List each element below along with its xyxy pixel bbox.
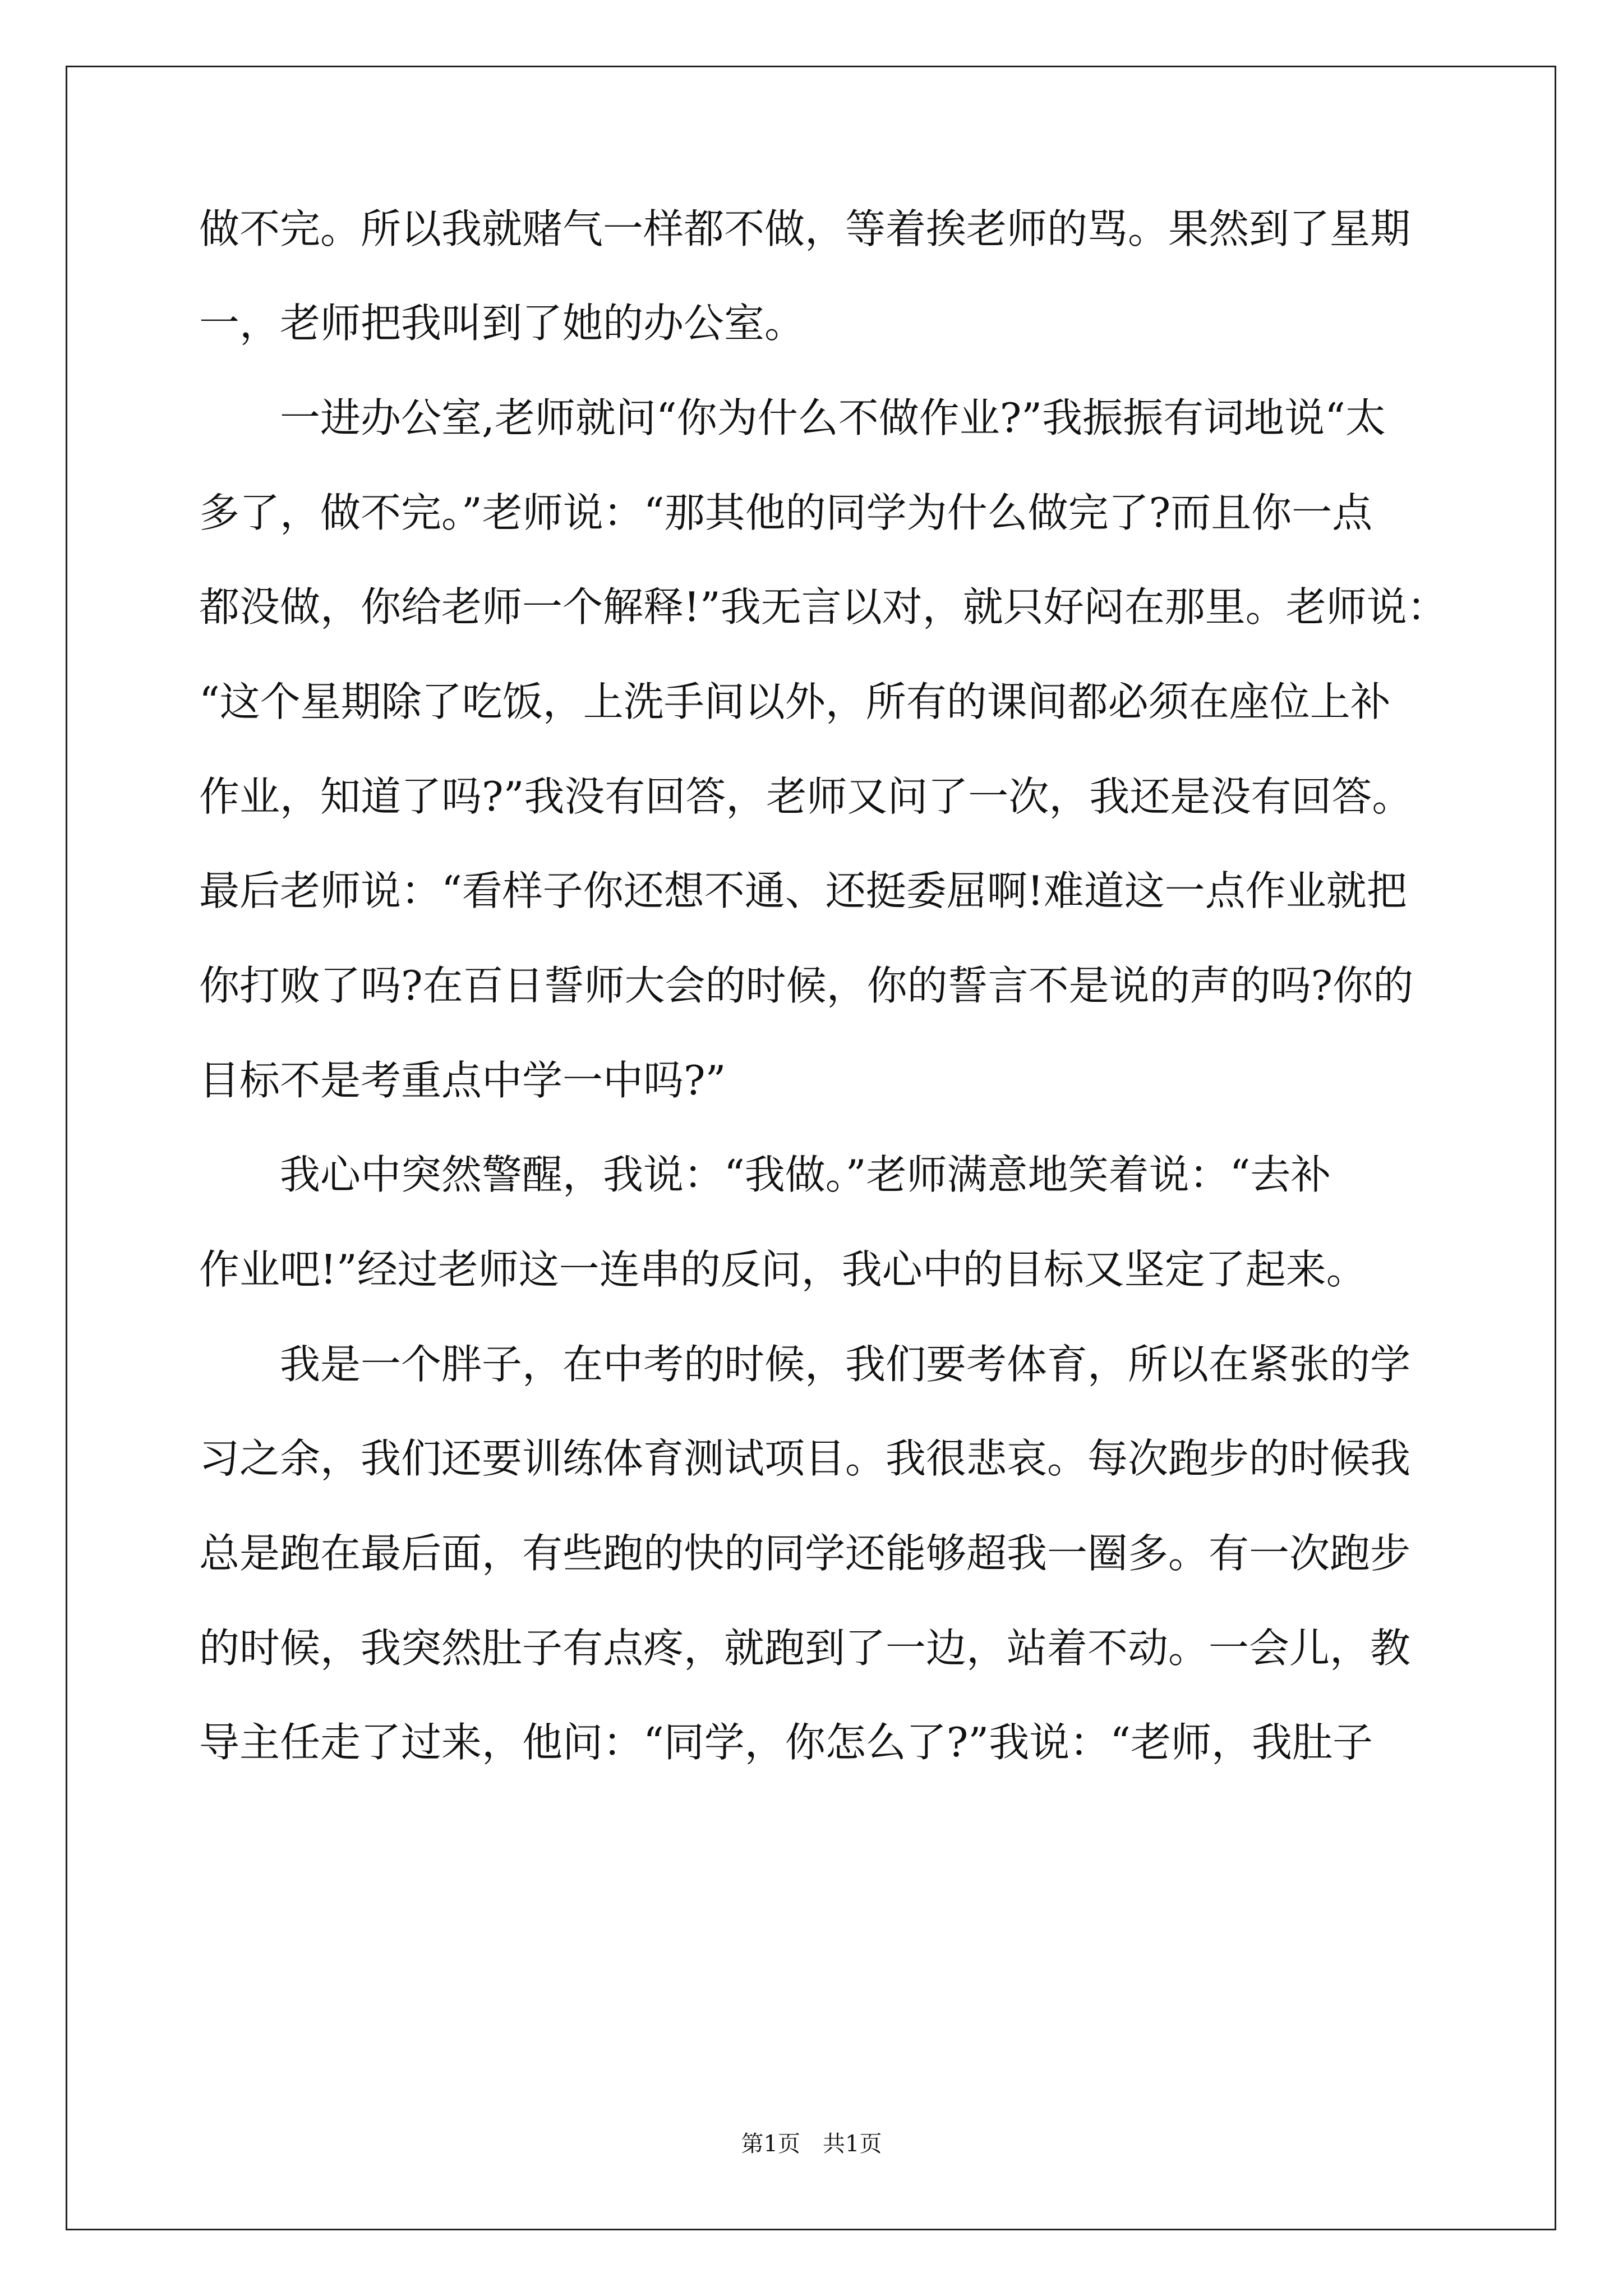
page-footer: 第1页 共1页 [741, 2131, 882, 2157]
text-line: 一进办公室,老师就问“你为什么不做作业?”我振振有词地说“太 [199, 394, 1386, 441]
text-line: 目标不是考重点中学一中吗?” [199, 1057, 726, 1104]
text-line: 的时候，我突然肚子有点疼，就跑到了一边，站着不动。一会儿，教 [199, 1625, 1411, 1672]
text-line: 一，老师把我叫到了她的办公室。 [199, 300, 805, 347]
page-border [66, 66, 1556, 2230]
text-line: 我是一个胖子，在中考的时候，我们要考体育，所以在紧张的学 [199, 1341, 1411, 1388]
text-line: 多了，做不完。”老师说：“那其他的同学为什么做完了?而且你一点 [199, 489, 1373, 536]
text-line: 最后老师说：“看样子你还想不通、还挺委屈啊!难道这一点作业就把 [199, 867, 1407, 914]
text-line: 做不完。所以我就赌气一样都不做，等着挨老师的骂。果然到了星期 [199, 205, 1411, 252]
text-line: 导主任走了过来，他问：“同学，你怎么了?”我说：“老师，我肚子 [199, 1719, 1373, 1766]
text-line: 总是跑在最后面，有些跑的快的同学还能够超我一圈多。有一次跑步 [199, 1530, 1411, 1577]
text-line: 作业吧!”经过老师这一连串的反问，我心中的目标又坚定了起来。 [199, 1246, 1367, 1293]
text-line: “这个星期除了吃饭，上洗手间以外，所有的课间都必须在座位上补 [199, 678, 1391, 725]
text-line: 你打败了吗?在百日誓师大会的时候，你的誓言不是说的声的吗?你的 [199, 962, 1414, 1009]
text-line: 作业，知道了吗?”我没有回答，老师又问了一次，我还是没有回答。 [199, 773, 1413, 820]
text-line: 习之余，我们还要训练体育测试项目。我很悲哀。每次跑步的时候我 [199, 1435, 1411, 1482]
text-line: 我心中突然警醒，我说：“我做。”老师满意地笑着说：“去补 [199, 1151, 1331, 1198]
text-line: 都没做，你给老师一个解释!”我无言以对，就只好闷在那里。老师说： [199, 583, 1447, 631]
